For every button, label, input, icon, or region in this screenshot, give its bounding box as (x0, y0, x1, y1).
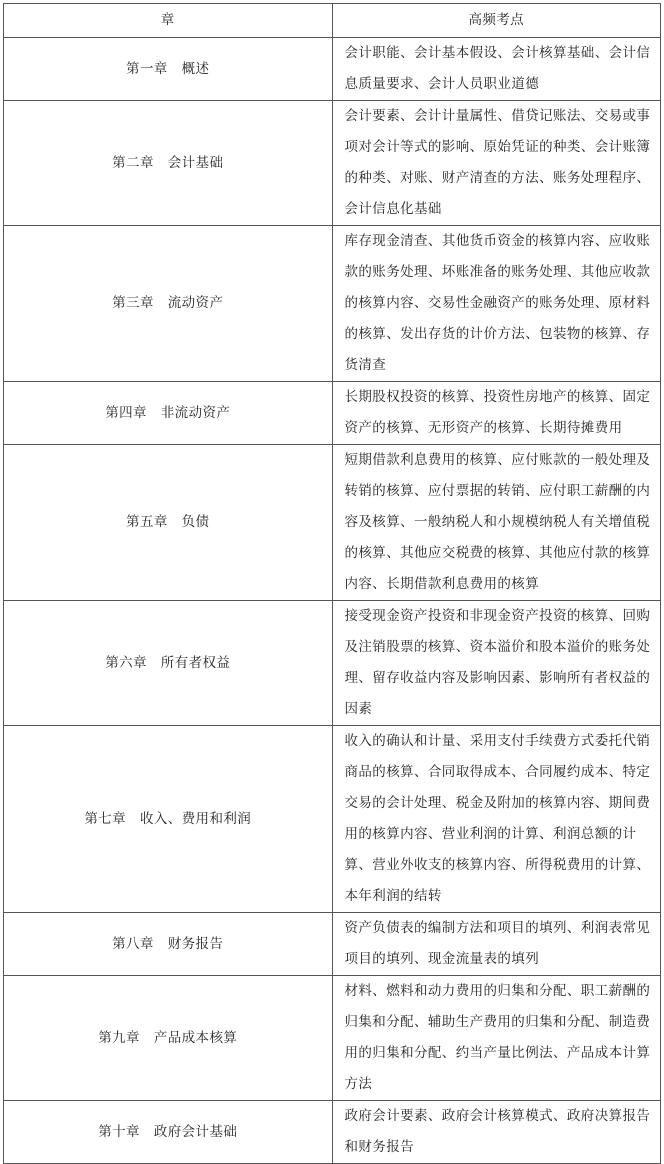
chapter-cell: 第三章 流动资产 (4, 226, 333, 382)
table-header-row (4, 4, 661, 38)
points-cell: 会计要素、会计计量属性、借贷记账法、交易或事项对会计等式的影响、原始凭证的种类、会计账簿的种类、对账、财产清查的方法、账务处理程序、会计信息化基础 (332, 101, 661, 226)
table-row (4, 226, 661, 382)
table-row (4, 913, 661, 976)
points-cell: 库存现金清查、其他货币资金的核算内容、应收账款的账务处理、坏账准备的账务处理、其他应收款的核算内容、交易性金融资产的账务处理、原材料的核算、发出存货的计价方法、包装物的核算、存货清查 (332, 226, 661, 382)
chapter-cell: 第四章 非流动资产 (4, 382, 333, 445)
table-row (4, 601, 661, 726)
exam-points-table (3, 3, 661, 1164)
table-row (4, 1101, 661, 1164)
points-cell: 收入的确认和计量、采用支付手续费方式委托代销商品的核算、合同取得成本、合同履约成本、特定交易的会计处理、税金及附加的核算内容、期间费用的核算内容、营业利润的计算、利润总额的计算、营业外收支的核算内容、所得税费用的计算、本年利润的结转 (332, 726, 661, 913)
points-cell: 政府会计要素、政府会计核算模式、政府决算报告和财务报告 (332, 1101, 661, 1164)
points-cell: 会计职能、会计基本假设、会计核算基础、会计信息质量要求、会计人员职业道德 (332, 38, 661, 101)
chapter-cell: 第八章 财务报告 (4, 913, 333, 976)
table-row (4, 382, 661, 445)
chapter-cell: 第九章 产品成本核算 (4, 976, 333, 1101)
chapter-cell: 第六章 所有者权益 (4, 601, 333, 726)
chapter-cell: 第七章 收入、费用和利润 (4, 726, 333, 913)
points-cell: 资产负债表的编制方法和项目的填列、利润表常见项目的填列、现金流量表的填列 (332, 913, 661, 976)
table-row (4, 38, 661, 101)
table-row (4, 726, 661, 913)
points-cell: 接受现金资产投资和非现金资产投资的核算、回购及注销股票的核算、资本溢价和股本溢价的账务处理、留存收益内容及影响因素、影响所有者权益的因素 (332, 601, 661, 726)
points-cell: 材料、燃料和动力费用的归集和分配、职工薪酬的归集和分配、辅助生产费用的归集和分配、制造费用的归集和分配、约当产量比例法、产品成本计算方法 (332, 976, 661, 1101)
chapter-cell: 第二章 会计基础 (4, 101, 333, 226)
chapter-cell: 第五章 负债 (4, 445, 333, 601)
points-cell: 长期股权投资的核算、投资性房地产的核算、固定资产的核算、无形资产的核算、长期待摊费用 (332, 382, 661, 445)
table-row (4, 101, 661, 226)
chapter-cell: 第一章 概述 (4, 38, 333, 101)
header-chapter: 章 (4, 4, 333, 38)
table-row (4, 445, 661, 601)
chapter-cell: 第十章 政府会计基础 (4, 1101, 333, 1164)
table-row (4, 976, 661, 1101)
header-key-points: 高频考点 (332, 4, 661, 38)
points-cell: 短期借款利息费用的核算、应付账款的一般处理及转销的核算、应付票据的转销、应付职工薪酬的内容及核算、一般纳税人和小规模纳税人有关增值税的核算、其他应交税费的核算、其他应付款的核算内容、长期借款利息费用的核算 (332, 445, 661, 601)
